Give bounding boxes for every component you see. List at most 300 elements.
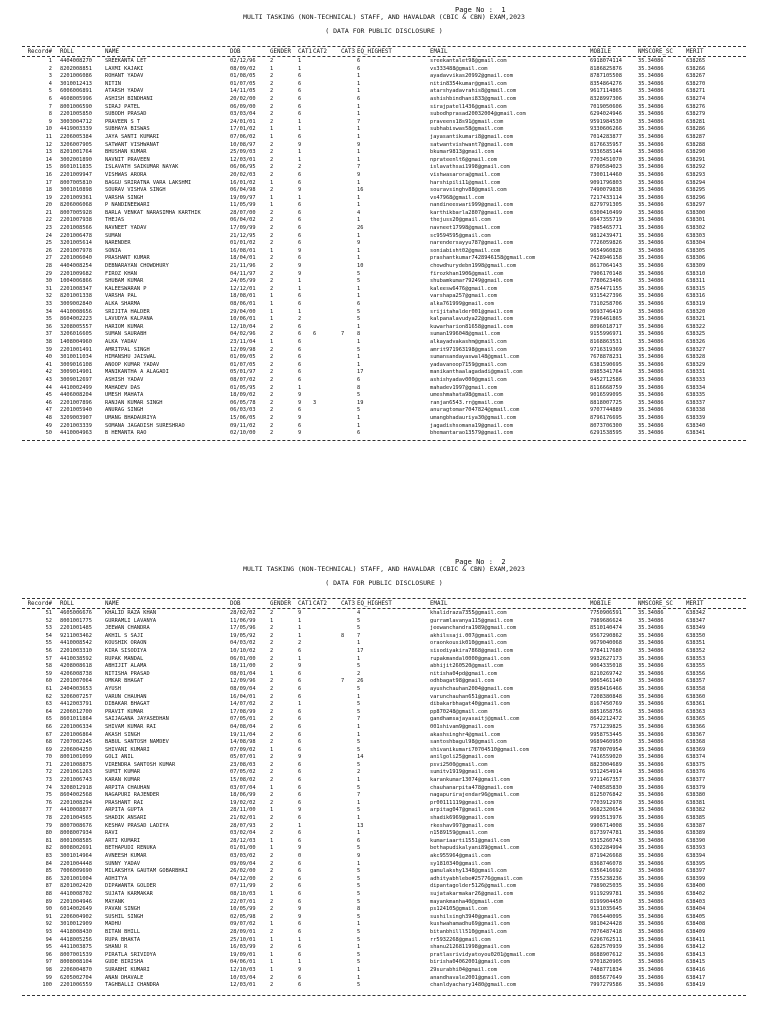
email-cell: chanldyachary1480@gmail.com bbox=[430, 982, 517, 989]
email-cell: 29surabhi04@gmail.com bbox=[430, 966, 497, 973]
gender-cell: 1 bbox=[270, 179, 274, 186]
email-cell: kaleesw6476@gmail.com bbox=[430, 285, 497, 292]
record-cell: 67 bbox=[45, 731, 52, 738]
mobile-cell: 9591984530 bbox=[590, 118, 622, 125]
header-rule-top bbox=[22, 46, 746, 47]
dob-cell: 03/03/04 bbox=[230, 111, 256, 118]
dob-cell: 16/04/01 bbox=[230, 693, 256, 700]
cat2-cell: 6 bbox=[313, 331, 317, 338]
table-row bbox=[0, 316, 768, 324]
cat2-cell: 3 bbox=[313, 399, 317, 406]
gender-cell: 2 bbox=[270, 430, 274, 437]
cat1-cell: 1 bbox=[298, 632, 302, 639]
record-cell: 69 bbox=[45, 746, 52, 753]
name-cell: DIBAKAR BHAGAT bbox=[105, 701, 150, 708]
merit-cell: 638271 bbox=[686, 88, 706, 95]
roll-cell: 8201001338 bbox=[60, 293, 92, 300]
mobile-cell: 8851658756 bbox=[590, 708, 622, 715]
mobile-cell: 8199904450 bbox=[590, 898, 622, 905]
eq-highest-cell: 1 bbox=[357, 247, 361, 254]
normalized-score-cell: 35.34086 bbox=[638, 65, 664, 72]
record-cell: 36 bbox=[45, 323, 52, 330]
normalized-score-cell: 35.34086 bbox=[638, 655, 664, 662]
normalized-score-cell: 35.34086 bbox=[638, 974, 664, 981]
dob-cell: 01/05/95 bbox=[230, 384, 256, 391]
eq-highest-cell: 1 bbox=[357, 179, 361, 186]
table-row bbox=[0, 769, 768, 777]
merit-cell: 638367 bbox=[686, 731, 706, 738]
merit-cell: 638400 bbox=[686, 883, 706, 890]
roll-cell: 2201006334 bbox=[60, 723, 92, 730]
name-cell: ADHITYA bbox=[105, 875, 128, 882]
record-cell: 28 bbox=[45, 263, 52, 270]
roll-cell: 2201008294 bbox=[60, 799, 92, 806]
merit-cell: 638326 bbox=[686, 338, 706, 345]
name-cell: ANOOP KUMAR YADAV bbox=[105, 361, 160, 368]
normalized-score-cell: 35.34086 bbox=[638, 156, 664, 163]
mobile-cell: 6918074114 bbox=[590, 58, 622, 64]
table-row bbox=[0, 187, 768, 195]
cat1-cell: 6 bbox=[298, 974, 302, 981]
record-cell: 46 bbox=[45, 399, 52, 406]
mobile-cell: 8985341764 bbox=[590, 369, 622, 376]
column-header-mobile: MOBILE bbox=[590, 601, 611, 607]
name-cell: DEBNARAYAN CHOWDHURY bbox=[105, 263, 169, 270]
table-row bbox=[0, 975, 768, 983]
normalized-score-cell: 35.34086 bbox=[638, 693, 664, 700]
mobile-cell: 6296762511 bbox=[590, 936, 622, 943]
table-row bbox=[0, 747, 768, 755]
eq-highest-cell: 1 bbox=[357, 194, 361, 201]
merit-cell: 638419 bbox=[686, 982, 706, 989]
eq-highest-cell: 5 bbox=[357, 928, 361, 935]
column-header-merit: MERIT bbox=[686, 49, 704, 55]
name-cell: RAVI bbox=[105, 830, 118, 837]
merit-cell: 638333 bbox=[686, 376, 706, 383]
email-cell: ps124105@gmail.com bbox=[430, 906, 488, 913]
eq-highest-cell: 1 bbox=[357, 799, 361, 806]
merit-cell: 638328 bbox=[686, 354, 706, 361]
gender-cell: 1 bbox=[270, 126, 274, 133]
gender-cell: 2 bbox=[270, 647, 274, 654]
merit-cell: 638325 bbox=[686, 331, 706, 338]
mobile-cell: 9452712586 bbox=[590, 376, 622, 383]
merit-cell: 638311 bbox=[686, 278, 706, 285]
dob-cell: 18/08/01 bbox=[230, 293, 256, 300]
dob-cell: 19/05/92 bbox=[230, 632, 256, 639]
cat1-cell: 1 bbox=[298, 822, 302, 829]
table-row bbox=[0, 815, 768, 823]
merit-cell: 638320 bbox=[686, 308, 706, 315]
table-row bbox=[0, 142, 768, 150]
email-cell: gandhamsajayasaitj@gmail.com bbox=[430, 716, 520, 723]
mobile-cell: 8958416466 bbox=[590, 685, 622, 692]
name-cell: PRAVEEN S T bbox=[105, 118, 141, 125]
email-cell: abhijit260520@gmail.com bbox=[430, 663, 504, 670]
cat1-cell: 6 bbox=[298, 799, 302, 806]
name-cell: SREEKANTA LET bbox=[105, 58, 147, 64]
table-row bbox=[0, 678, 768, 686]
cat1-cell: 9 bbox=[298, 966, 302, 973]
eq-highest-cell: 5 bbox=[357, 890, 361, 897]
normalized-score-cell: 35.34086 bbox=[638, 663, 664, 670]
mobile-cell: 9119299781 bbox=[590, 890, 622, 897]
name-cell: VARSHA PAL bbox=[105, 293, 137, 300]
cat1-cell: 6 bbox=[298, 369, 302, 376]
merit-cell: 638296 bbox=[686, 194, 706, 201]
normalized-score-cell: 35.34086 bbox=[638, 95, 664, 102]
email-cell: sy1810340@gmail.com bbox=[430, 860, 491, 867]
email-cell: ayadavvikas20992@gmail.com bbox=[430, 73, 513, 80]
record-cell: 79 bbox=[45, 822, 52, 829]
mobile-cell: 7428946158 bbox=[590, 255, 622, 262]
table-row bbox=[0, 823, 768, 831]
record-cell: 86 bbox=[45, 875, 52, 882]
normalized-score-cell: 35.34086 bbox=[638, 247, 664, 254]
cat1-cell: 6 bbox=[298, 133, 302, 140]
table-row bbox=[0, 271, 768, 279]
eq-highest-cell: 5 bbox=[357, 278, 361, 285]
email-cell: santoshbagul98@gmail.com bbox=[430, 739, 507, 746]
mobile-cell: 9654960828 bbox=[590, 247, 622, 254]
gender-cell: 2 bbox=[270, 685, 274, 692]
mobile-cell: 8073706300 bbox=[590, 422, 622, 429]
normalized-score-cell: 35.34086 bbox=[638, 746, 664, 753]
record-cell: 6 bbox=[48, 95, 52, 102]
record-cell: 4 bbox=[48, 80, 52, 87]
record-cell: 47 bbox=[45, 407, 52, 414]
merit-cell: 638337 bbox=[686, 399, 706, 406]
normalized-score-cell: 35.34086 bbox=[638, 647, 664, 654]
column-header-eq: EQ_HIGHEST bbox=[357, 601, 392, 607]
mobile-cell: 7989025035 bbox=[590, 883, 622, 890]
mobile-cell: 6300410499 bbox=[590, 209, 622, 216]
record-cell: 48 bbox=[45, 414, 52, 421]
email-cell: rupakmandal0000@gmail.com bbox=[430, 655, 510, 662]
mobile-cell: 9932627173 bbox=[590, 655, 622, 662]
cat1-cell: 6 bbox=[298, 739, 302, 746]
roll-cell: 4410008656 bbox=[60, 308, 92, 315]
dob-cell: 19/02/02 bbox=[230, 799, 256, 806]
cat1-cell: 9 bbox=[298, 913, 302, 920]
mobile-cell: 8328997306 bbox=[590, 95, 622, 102]
email-cell: mayankmanha40@gmail.com bbox=[430, 898, 504, 905]
eq-highest-cell: 5 bbox=[357, 739, 361, 746]
eq-highest-cell: 1 bbox=[357, 815, 361, 822]
eq-highest-cell: 5 bbox=[357, 625, 361, 632]
normalized-score-cell: 35.34086 bbox=[638, 316, 664, 323]
mobile-cell: 9312454914 bbox=[590, 769, 622, 776]
table-row bbox=[0, 663, 768, 671]
table-row bbox=[0, 914, 768, 922]
gender-cell: 1 bbox=[270, 194, 274, 201]
table-row bbox=[0, 210, 768, 218]
normalized-score-cell: 35.34086 bbox=[638, 209, 664, 216]
eq-highest-cell: 1 bbox=[357, 323, 361, 330]
name-cell: SAIJAGANA JAYASEDHAN bbox=[105, 716, 169, 723]
name-cell: SIRAJ PATEL bbox=[105, 103, 141, 110]
table-row bbox=[0, 111, 768, 119]
name-cell: PIRATLA SRIVIDYA bbox=[105, 951, 157, 958]
cat1-cell: 9 bbox=[298, 906, 302, 913]
normalized-score-cell: 35.34086 bbox=[638, 232, 664, 239]
table-row bbox=[0, 777, 768, 785]
merit-cell: 638293 bbox=[686, 171, 706, 178]
normalized-score-cell: 35.34086 bbox=[638, 164, 664, 171]
normalized-score-cell: 35.34086 bbox=[638, 716, 664, 723]
merit-cell: 638316 bbox=[686, 293, 706, 300]
merit-cell: 638413 bbox=[686, 951, 706, 958]
table-row bbox=[0, 286, 768, 294]
merit-cell: 638347 bbox=[686, 617, 706, 624]
normalized-score-cell: 35.34086 bbox=[638, 346, 664, 353]
gender-cell: 1 bbox=[270, 301, 274, 307]
email-cell: mahadev1997@gmail.com bbox=[430, 384, 497, 391]
dob-cell: 25/09/03 bbox=[230, 149, 256, 156]
normalized-score-cell: 35.34086 bbox=[638, 141, 664, 148]
roll-cell: 3009012697 bbox=[60, 376, 92, 383]
merit-cell: 638279 bbox=[686, 111, 706, 118]
roll-cell: 1408004960 bbox=[60, 338, 92, 345]
name-cell: LAXMI KAJAKI bbox=[105, 65, 144, 72]
dob-cell: 01/07/05 bbox=[230, 361, 256, 368]
dob-cell: 20/02/00 bbox=[230, 95, 256, 102]
normalized-score-cell: 35.34086 bbox=[638, 708, 664, 715]
mobile-cell: 7726059826 bbox=[590, 240, 622, 247]
email-cell: alkayadvakashm@gmail.com bbox=[430, 338, 507, 345]
eq-highest-cell: 2 bbox=[357, 670, 361, 677]
record-cell: 31 bbox=[45, 285, 52, 292]
record-cell: 1 bbox=[48, 58, 52, 64]
mobile-cell: 6381590695 bbox=[590, 361, 622, 368]
eq-highest-cell: 19 bbox=[357, 399, 364, 406]
merit-cell: 638338 bbox=[686, 407, 706, 414]
merit-cell: 638397 bbox=[686, 868, 706, 875]
gender-cell: 2 bbox=[270, 906, 274, 913]
normalized-score-cell: 35.34086 bbox=[638, 430, 664, 437]
gender-cell: 2 bbox=[270, 678, 274, 685]
roll-cell: 2201008347 bbox=[60, 285, 92, 292]
mobile-cell: 9693746419 bbox=[590, 308, 622, 315]
table-row bbox=[0, 423, 768, 431]
roll-cell: 4410002499 bbox=[60, 384, 92, 391]
email-cell: 001shivam9@gmail.com bbox=[430, 723, 494, 730]
merit-cell: 638304 bbox=[686, 240, 706, 247]
dob-cell: 08/06/01 bbox=[230, 301, 256, 307]
eq-highest-cell: 1 bbox=[357, 156, 361, 163]
table-row bbox=[0, 800, 768, 808]
merit-cell: 638390 bbox=[686, 837, 706, 844]
mobile-cell: 9336585144 bbox=[590, 149, 622, 156]
name-cell: ASHISH YADAV bbox=[105, 376, 144, 383]
gender-cell: 1 bbox=[270, 845, 274, 852]
gender-cell: 2 bbox=[270, 399, 274, 406]
merit-cell: 638363 bbox=[686, 708, 706, 715]
eq-highest-cell: 8 bbox=[357, 384, 361, 391]
name-cell: ISLAVATH SAIKUMAR NAYAK bbox=[105, 164, 179, 171]
normalized-score-cell: 35.34086 bbox=[638, 187, 664, 194]
name-cell: PRAVIT KUMAR bbox=[105, 708, 144, 715]
mobile-cell: 9716319369 bbox=[590, 346, 622, 353]
roll-cell: 2404003653 bbox=[60, 685, 92, 692]
mobile-cell: 7750906591 bbox=[590, 610, 622, 616]
cat1-cell: 6 bbox=[298, 422, 302, 429]
record-cell: 73 bbox=[45, 777, 52, 784]
name-cell: SHUBAM KUMAR bbox=[105, 278, 144, 285]
roll-cell: 3002001890 bbox=[60, 156, 92, 163]
dob-cell: 06/01/00 bbox=[230, 655, 256, 662]
roll-cell: 8206006068 bbox=[60, 202, 92, 209]
cat1-cell: 6 bbox=[298, 80, 302, 87]
email-cell: vishwasarora@gmail.com bbox=[430, 171, 501, 178]
normalized-score-cell: 35.34086 bbox=[638, 240, 664, 247]
normalized-score-cell: 35.34086 bbox=[638, 392, 664, 399]
roll-cell: 9211003462 bbox=[60, 632, 92, 639]
cat1-cell: 6 bbox=[298, 830, 302, 837]
dob-cell: 28/12/03 bbox=[230, 837, 256, 844]
mobile-cell: 7076487418 bbox=[590, 928, 622, 935]
email-cell: nitin8354kumar@gmail.com bbox=[430, 80, 507, 87]
email-cell: narendersayyu787@gmail.com bbox=[430, 240, 513, 247]
eq-highest-cell: 6 bbox=[357, 837, 361, 844]
table-row bbox=[0, 732, 768, 740]
email-cell: kushwahamadhu69@gmail.com bbox=[430, 921, 510, 928]
roll-cell: 4605006676 bbox=[60, 610, 92, 616]
record-cell: 55 bbox=[45, 640, 52, 647]
eq-highest-cell: 1 bbox=[357, 149, 361, 156]
normalized-score-cell: 35.34086 bbox=[638, 407, 664, 414]
disclosure-subtitle: ( DATA FOR PUBLIC DISCLOSURE ) bbox=[325, 27, 443, 35]
table-row bbox=[0, 149, 768, 157]
dob-cell: 09/07/02 bbox=[230, 921, 256, 928]
cat1-cell: 6 bbox=[298, 868, 302, 875]
mobile-cell: 8085677649 bbox=[590, 974, 622, 981]
record-cell: 76 bbox=[45, 799, 52, 806]
roll-cell: 4411003875 bbox=[60, 944, 92, 951]
gender-cell: 2 bbox=[270, 187, 274, 194]
eq-highest-cell: 1 bbox=[357, 285, 361, 292]
table-row bbox=[0, 225, 768, 233]
table-row bbox=[0, 944, 768, 952]
cat1-cell: 6 bbox=[298, 708, 302, 715]
gender-cell: 2 bbox=[270, 663, 274, 670]
cat1-cell: 6 bbox=[298, 376, 302, 383]
dob-cell: 15/06/05 bbox=[230, 414, 256, 421]
eq-highest-cell: 1 bbox=[357, 731, 361, 738]
name-cell: RUPAK MANDAL bbox=[105, 655, 144, 662]
email-cell: nagapurirajendar96@gmail.com bbox=[430, 792, 520, 799]
cat1-cell: 1 bbox=[298, 149, 302, 156]
gender-cell: 2 bbox=[270, 723, 274, 730]
record-cell: 87 bbox=[45, 883, 52, 890]
dob-cell: 23/08/03 bbox=[230, 761, 256, 768]
dob-cell: 02/12/96 bbox=[230, 58, 256, 64]
roll-cell: 8001006590 bbox=[60, 103, 92, 110]
table-row bbox=[0, 686, 768, 694]
record-cell: 95 bbox=[45, 944, 52, 951]
roll-cell: 4206008738 bbox=[60, 670, 92, 677]
dob-cell: 12/03/01 bbox=[230, 156, 256, 163]
eq-highest-cell: 4 bbox=[357, 610, 361, 616]
roll-cell: 8601011864 bbox=[60, 716, 92, 723]
mobile-cell: 7870070954 bbox=[590, 746, 622, 753]
record-cell: 90 bbox=[45, 906, 52, 913]
record-cell: 15 bbox=[45, 164, 52, 171]
merit-cell: 638358 bbox=[686, 685, 706, 692]
mobile-cell: 9701820905 bbox=[590, 959, 622, 966]
email-cell: arpitag047@gmail.com bbox=[430, 807, 494, 814]
roll-cell: 4410038592 bbox=[60, 655, 92, 662]
roll-cell: 2206004870 bbox=[60, 966, 92, 973]
table-row bbox=[0, 377, 768, 385]
name-cell: KALEESWARAN P bbox=[105, 285, 147, 292]
mobile-cell: 7780623406 bbox=[590, 278, 622, 285]
roll-cell: 3208012918 bbox=[60, 784, 92, 791]
record-cell: 43 bbox=[45, 376, 52, 383]
dob-cell: 12/03/01 bbox=[230, 982, 256, 989]
roll-cell: 4418005256 bbox=[60, 936, 92, 943]
merit-cell: 638331 bbox=[686, 369, 706, 376]
record-cell: 82 bbox=[45, 845, 52, 852]
mobile-cell: 8186825876 bbox=[590, 65, 622, 72]
name-cell: SUBHAYA BISWAS bbox=[105, 126, 150, 133]
email-cell: jagadishsomana19@gmail.com bbox=[430, 422, 513, 429]
name-cell: NAVNIT PRAVEEN bbox=[105, 156, 150, 163]
table-row bbox=[0, 967, 768, 975]
table-row bbox=[0, 293, 768, 301]
gender-cell: 2 bbox=[270, 693, 274, 700]
dob-cell: 18/04/01 bbox=[230, 255, 256, 262]
name-cell: HIMANSHU JAISWAL bbox=[105, 354, 157, 361]
record-cell: 98 bbox=[45, 966, 52, 973]
email-cell: yadavanoop7159@gmail.com bbox=[430, 361, 507, 368]
dob-cell: 08/10/03 bbox=[230, 890, 256, 897]
cat1-cell: 1 bbox=[298, 617, 302, 624]
eq-highest-cell: 1 bbox=[357, 103, 361, 110]
eq-highest-cell: 16 bbox=[357, 187, 364, 194]
merit-cell: 638377 bbox=[686, 777, 706, 784]
roll-cell: 2201003339 bbox=[60, 422, 92, 429]
record-cell: 91 bbox=[45, 913, 52, 920]
cat1-cell: 1 bbox=[298, 194, 302, 201]
roll-cell: 2201005940 bbox=[60, 407, 92, 414]
table-row bbox=[0, 73, 768, 81]
roll-cell: 3206007905 bbox=[60, 141, 92, 148]
merit-cell: 638294 bbox=[686, 179, 706, 186]
cat1-cell: 6 bbox=[298, 647, 302, 654]
table-row bbox=[0, 301, 768, 309]
merit-cell: 638265 bbox=[686, 58, 706, 64]
gender-cell: 2 bbox=[270, 323, 274, 330]
gender-cell: 2 bbox=[270, 80, 274, 87]
record-cell: 61 bbox=[45, 685, 52, 692]
merit-cell: 638305 bbox=[686, 247, 706, 254]
record-cell: 52 bbox=[45, 617, 52, 624]
gender-cell: 2 bbox=[270, 103, 274, 110]
email-cell: sisodiyakira7868@gmail.com bbox=[430, 647, 513, 654]
normalized-score-cell: 35.34086 bbox=[638, 285, 664, 292]
cat1-cell: 6 bbox=[298, 951, 302, 958]
cat1-cell: 9 bbox=[298, 141, 302, 148]
gender-cell: 2 bbox=[270, 701, 274, 708]
mobile-cell: 9958753445 bbox=[590, 731, 622, 738]
gender-cell: 2 bbox=[270, 384, 274, 391]
dob-cell: 06/03/03 bbox=[230, 407, 256, 414]
roll-cell: 3001014964 bbox=[60, 853, 92, 859]
table-row bbox=[0, 248, 768, 256]
mobile-cell: 7906170148 bbox=[590, 270, 622, 277]
dob-cell: 21/02/01 bbox=[230, 815, 256, 822]
